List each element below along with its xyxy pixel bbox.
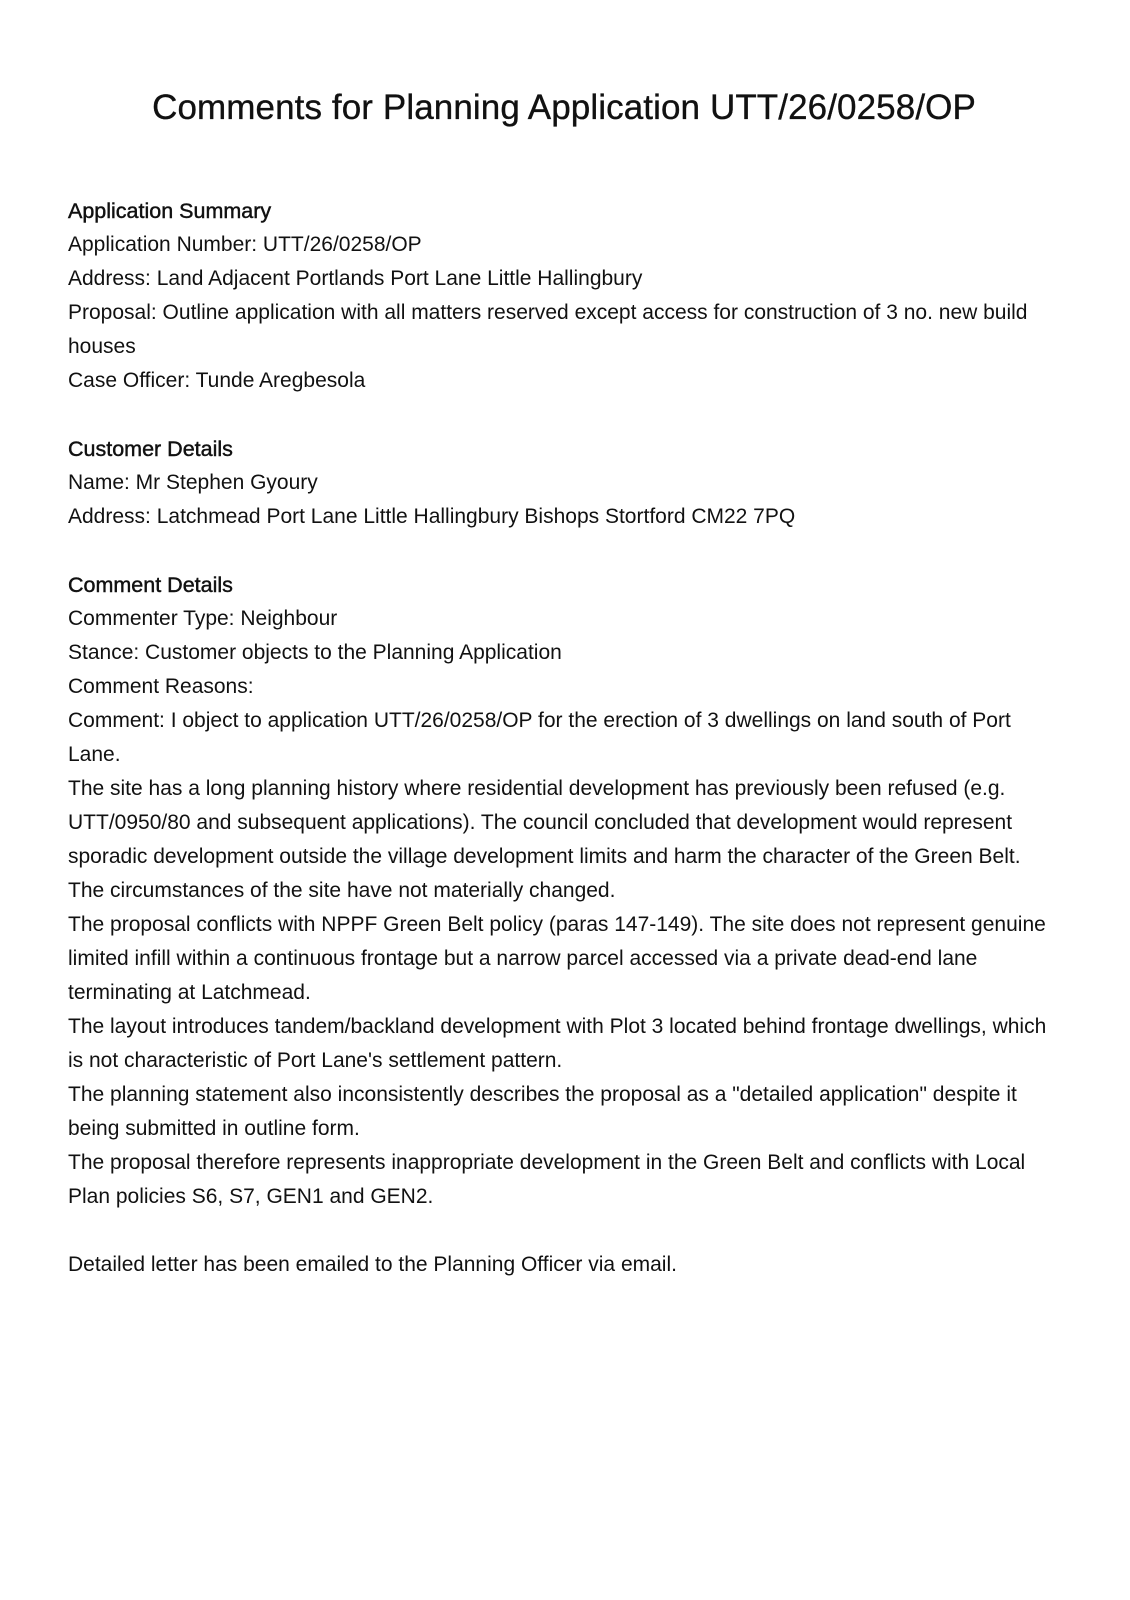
- proposal: Proposal: Outline application with all matters reserved except access for construction of 3 no. new build houses: [68, 301, 1028, 358]
- case-officer: Case Officer: Tunde Aregbesola: [68, 369, 366, 392]
- comment-paragraph: The layout introduces tandem/backland development with Plot 3 located behind frontage dwellings, which is not characteristic of Port Lane's settlement pattern.: [68, 1015, 1047, 1072]
- comment-paragraph: The site has a long planning history where residential development has previously been refused (e.g. UTT/0950/80 and subsequent applications). The council concluded that development would represent sporadic development outside the village development limits and harm the character of the Green Belt. The circumstances of the site have not materially changed.: [68, 777, 1021, 902]
- customer-address: Address: Latchmead Port Lane Little Hallingbury Bishops Stortford CM22 7PQ: [68, 505, 796, 528]
- application-summary-section: [68, 194, 1060, 398]
- stance: Stance: Customer objects to the Planning Application: [68, 641, 562, 664]
- site-address: Address: Land Adjacent Portlands Port Lane Little Hallingbury: [68, 267, 643, 290]
- comment-paragraph: Comment: I object to application UTT/26/0258/OP for the erection of 3 dwellings on land south of Port Lane.: [68, 709, 1011, 766]
- customer-name: Name: Mr Stephen Gyoury: [68, 471, 318, 494]
- application-number: Application Number: UTT/26/0258/OP: [68, 233, 422, 256]
- customer-details-section: [68, 432, 1060, 534]
- commenter-type: Commenter Type: Neighbour: [68, 607, 338, 630]
- comment-paragraph: The proposal conflicts with NPPF Green Belt policy (paras 147-149). The site does not represent genuine limited infill within a continuous frontage but a narrow parcel accessed via a private dead-end lane terminating at Latchmead.: [68, 913, 1046, 1004]
- comment-details-heading: Comment Details: [68, 573, 233, 597]
- application-summary-heading: Application Summary: [68, 199, 272, 223]
- closing-note: Detailed letter has been emailed to the Planning Officer via email.: [68, 1253, 677, 1276]
- page-title: Comments for Planning Application UTT/26/0258/OP: [152, 88, 976, 127]
- comment-paragraph: The proposal therefore represents inappropriate development in the Green Belt and conflicts with Local Plan policies S6, S7, GEN1 and GEN2.: [68, 1151, 1026, 1208]
- comment-details-section: [68, 568, 1060, 1282]
- comment-paragraph: The planning statement also inconsistently describes the proposal as a "detailed application" despite it being submitted in outline form.: [68, 1083, 1017, 1140]
- customer-details-heading: Customer Details: [68, 437, 233, 461]
- comment-reasons: Comment Reasons:: [68, 675, 254, 698]
